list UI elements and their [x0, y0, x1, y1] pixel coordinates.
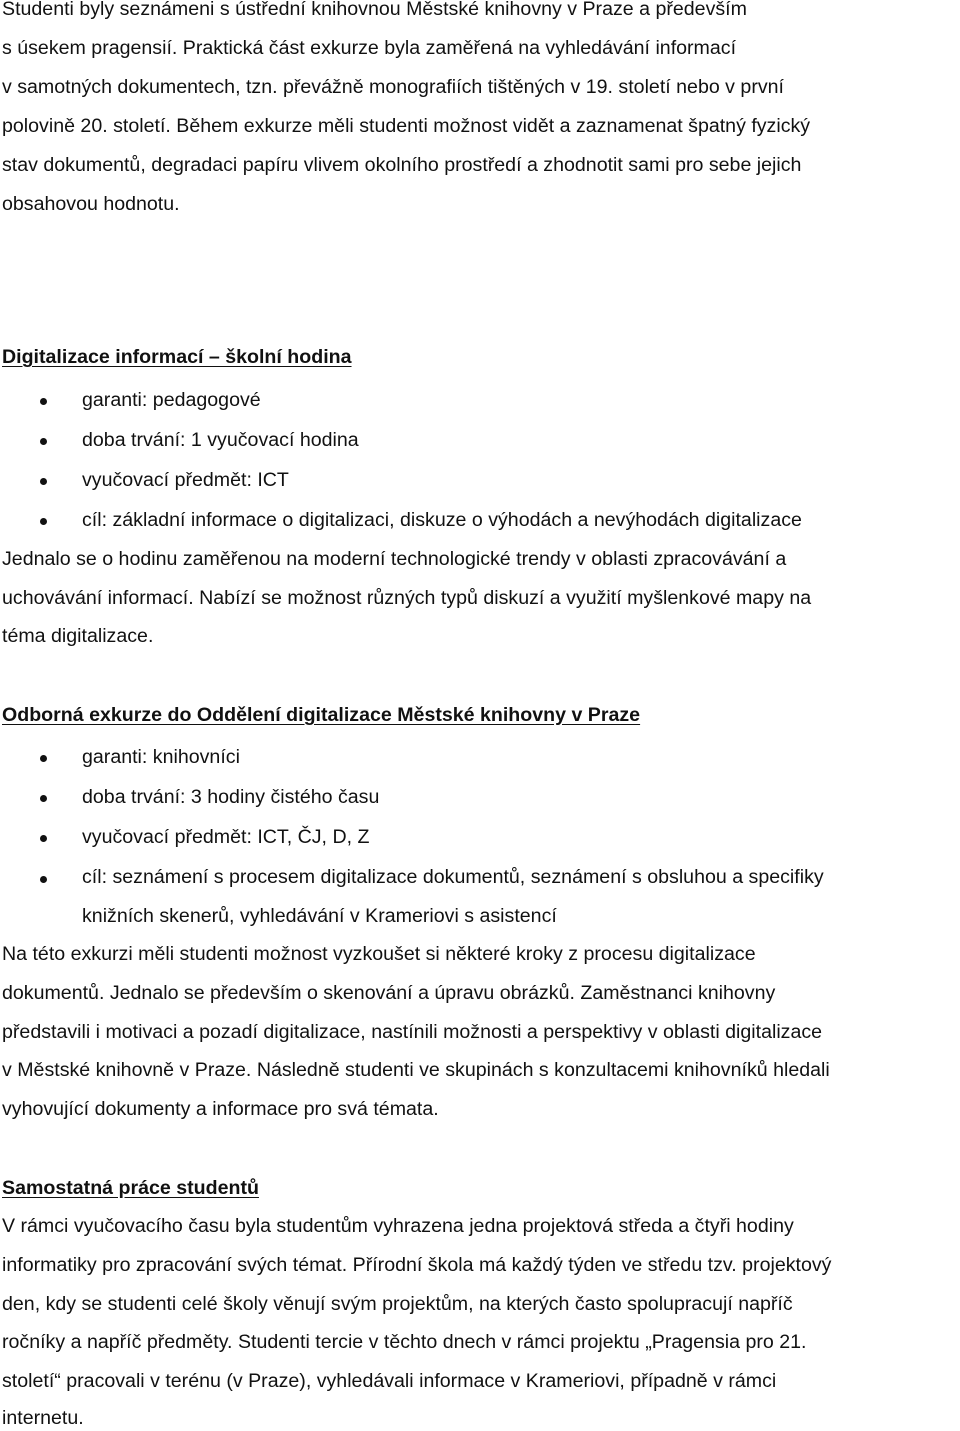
intro-line: s úsekem pragensií. Praktická část exkurze byla zaměřená na vyhledávání informací [2, 37, 737, 59]
paragraph-line: téma digitalizace. [2, 625, 154, 647]
paragraph-line: V rámci vyučovacího času byla studentům vyhrazena jedna projektová středa a čtyři hodiny [2, 1215, 794, 1237]
intro-line: Studenti byly seznámeni s ústřední knihovnou Městské knihovny v Praze a především [2, 0, 747, 20]
bullet-item: garanti: pedagogové [82, 389, 261, 411]
bullet-dot-icon [40, 518, 47, 525]
paragraph-line: století“ pracovali v terénu (v Praze), vyhledávali informace v Krameriovi, případně v rámci [2, 1370, 777, 1392]
paragraph-line: uchovávání informací. Nabízí se možnost různých typů diskuzí a využití myšlenkové mapy na [2, 587, 812, 609]
paragraph-line: internetu. [2, 1407, 84, 1429]
bullet-dot-icon [40, 478, 47, 485]
paragraph-line: informatiky pro zpracování svých témat. Přírodní škola má každý týden ve středu tzv. projektový [2, 1254, 832, 1276]
bullet-item-continuation: knižních skenerů, vyhledávání v Krameriovi s asistencí [82, 905, 557, 927]
intro-line: stav dokumentů, degradaci papíru vlivem okolního prostředí a zhodnotit sami pro sebe jejich [2, 154, 802, 176]
bullet-dot-icon [40, 876, 47, 883]
section-heading-digitalizace: Digitalizace informací – školní hodina [2, 346, 352, 368]
paragraph-line: v Městské knihovně v Praze. Následně studenti ve skupinách s konzultacemi knihovníků hledali [2, 1059, 830, 1081]
paragraph-line: vyhovující dokumenty a informace pro svá témata. [2, 1098, 439, 1120]
bullet-dot-icon [40, 398, 47, 405]
bullet-item: cíl: seznámení s procesem digitalizace dokumentů, seznámení s obsluhou a specifiky [82, 866, 824, 888]
bullet-dot-icon [40, 795, 47, 802]
paragraph-line: ročníky a napříč předměty. Studenti tercie v těchto dnech v rámci projektu „Pragensia pro 21. [2, 1331, 807, 1353]
intro-line: polovině 20. století. Během exkurze měli studenti možnost vidět a zaznamenat špatný fyzický [2, 115, 811, 137]
intro-line: obsahovou hodnotu. [2, 193, 180, 215]
bullet-dot-icon [40, 438, 47, 445]
paragraph-line: Na této exkurzi měli studenti možnost vyzkoušet si některé kroky z procesu digitalizace [2, 943, 756, 965]
bullet-item: doba trvání: 3 hodiny čistého času [82, 786, 380, 808]
section-heading-samostatna-prace: Samostatná práce studentů [2, 1177, 259, 1199]
bullet-item: cíl: základní informace o digitalizaci, diskuze o výhodách a nevýhodách digitalizace [82, 509, 802, 531]
bullet-dot-icon [40, 835, 47, 842]
bullet-item: vyučovací předmět: ICT [82, 469, 289, 491]
bullet-item: vyučovací předmět: ICT, ČJ, D, Z [82, 826, 370, 848]
paragraph-line: představili i motivaci a pozadí digitalizace, nastínili možnosti a perspektivy v oblasti digitalizace [2, 1021, 823, 1043]
paragraph-line: den, kdy se studenti celé školy věnují svým projektům, na kterých často spolupracují napříč [2, 1293, 793, 1315]
intro-line: v samotných dokumentech, tzn. převážně monografiích tištěných v 19. století nebo v první [2, 76, 784, 98]
bullet-item: garanti: knihovníci [82, 746, 240, 768]
bullet-dot-icon [40, 755, 47, 762]
section-heading-exkurze: Odborná exkurze do Oddělení digitalizace Městské knihovny v Praze [2, 704, 641, 726]
bullet-item: doba trvání: 1 vyučovací hodina [82, 429, 359, 451]
paragraph-line: Jednalo se o hodinu zaměřenou na moderní technologické trendy v oblasti zpracovávání a [2, 548, 787, 570]
paragraph-line: dokumentů. Jednalo se především o skenování a úpravu obrázků. Zaměstnanci knihovny [2, 982, 776, 1004]
